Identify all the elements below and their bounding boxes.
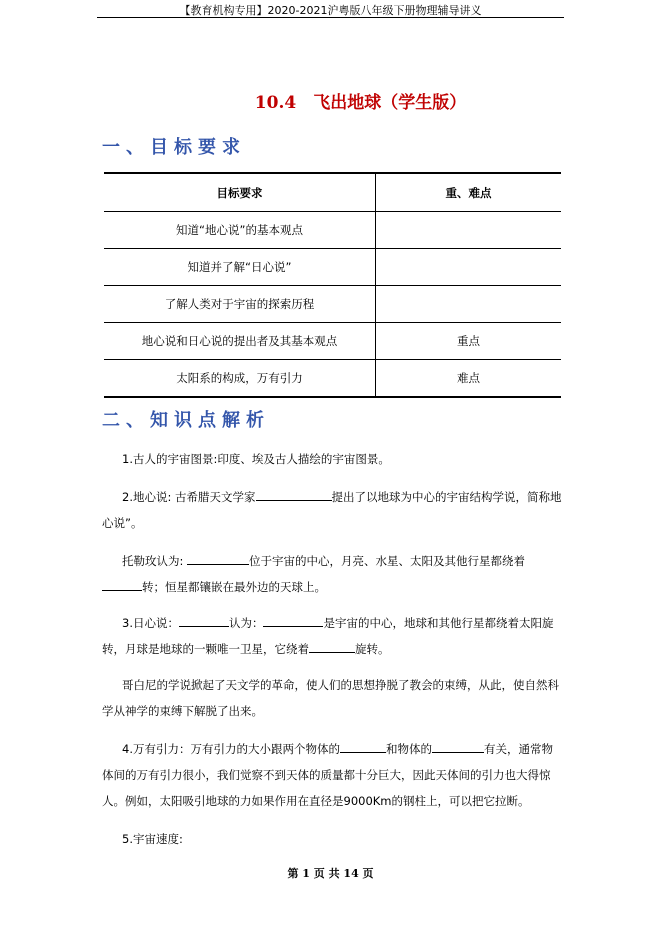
difficulty-cell xyxy=(376,212,562,249)
column-header: 目标要求 xyxy=(104,173,376,212)
text: 和物体的 xyxy=(385,742,432,756)
text: 旋转。 xyxy=(355,642,390,656)
goal-cell: 了解人类对于宇宙的探索历程 xyxy=(104,286,376,323)
text: 有关，通常物体间的万有引力很小，我们觉察不到天体的质量都十分巨大，因此天体间的引力也大得惊人。例如，太阳吸引地球的力如果作用在直径是9000Km的钢柱上，可以把它拉断。 xyxy=(102,742,553,808)
paragraph-2 xyxy=(102,484,564,536)
text: 托勒玫认为: xyxy=(122,554,188,568)
page-header: 【教育机构专用】2020-2021沪粤版八年级下册物理辅导讲义 xyxy=(179,4,482,17)
blank xyxy=(179,612,229,627)
text: 认为： xyxy=(228,616,264,630)
table-row xyxy=(104,249,561,286)
paragraph-3 xyxy=(102,548,564,600)
section-heading-goals: 一、目标要求 xyxy=(102,137,246,158)
table-row xyxy=(104,212,561,249)
text: 转；恒星都镶嵌在最外边的天球上。 xyxy=(142,580,326,594)
paragraph-7: 5.宇宙速度: xyxy=(122,832,183,846)
paragraph-4 xyxy=(102,610,564,662)
table-row xyxy=(104,286,561,323)
text: 位于宇宙的中心，月亮、水星、太阳及其他行星都绕着 xyxy=(249,554,526,568)
paragraph-6 xyxy=(102,736,564,814)
text: 是宇宙的中心，地球和其他行星都绕着太阳旋转，月球是地球的一颗唯一卫星，它绕着 xyxy=(102,616,554,656)
paragraph-5: 哥白尼的学说掀起了天文学的革命，使人们的思想挣脱了教会的束缚，从此，使自然科学从神学的束缚下解脱了出来。 xyxy=(102,678,559,718)
text: 4.万有引力：万有引力的大小跟两个物体的 xyxy=(122,742,340,756)
goal-cell: 知道并了解“日心说” xyxy=(104,249,376,286)
document-title: 10.4 飞出地球（学生版） xyxy=(254,93,467,113)
text: 提出了以地球为中心的宇宙结构学说，简称地心说”。 xyxy=(102,490,562,530)
blank xyxy=(432,738,484,753)
text: 2.地心说: 古希腊天文学家 xyxy=(122,490,256,504)
difficulty-cell xyxy=(376,286,562,323)
blank xyxy=(256,486,332,501)
paragraph-1: 1.古人的宇宙图景:印度、埃及古人描绘的宇宙图景。 xyxy=(122,452,390,466)
table-header-row xyxy=(104,173,561,212)
blank xyxy=(263,612,323,627)
blank xyxy=(187,550,249,565)
header-divider xyxy=(97,17,564,18)
text: 3.日心说： xyxy=(122,616,179,630)
blank xyxy=(102,576,142,591)
difficulty-cell: 难点 xyxy=(376,360,562,398)
goal-cell: 地心说和日心说的提出者及其基本观点 xyxy=(104,323,376,360)
goals-table xyxy=(104,172,561,398)
table-row xyxy=(104,323,561,360)
difficulty-cell: 重点 xyxy=(376,323,562,360)
goal-cell: 知道“地心说”的基本观点 xyxy=(104,212,376,249)
blank xyxy=(340,738,386,753)
column-header: 重、难点 xyxy=(376,173,562,212)
blank xyxy=(309,638,355,653)
goal-cell: 太阳系的构成，万有引力 xyxy=(104,360,376,398)
page-footer: 第 1 页 共 14 页 xyxy=(287,867,374,880)
difficulty-cell xyxy=(376,249,562,286)
table-row xyxy=(104,360,561,398)
section-heading-knowledge: 二、知识点解析 xyxy=(102,410,270,431)
